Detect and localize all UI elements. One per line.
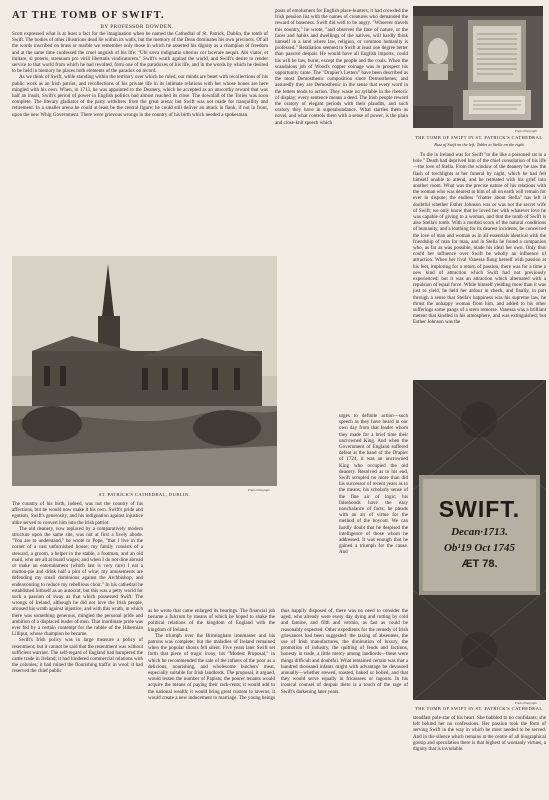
paragraph: urges to definite action—such speech as they have heard in our own day from that leader whom they made for a brief time their uncrowned King. And when the Government of England suffered defeat at the hand of the Drapier of 1724, it was an uncrowned King who occupied the old deanery. Resolved as to his end, Swift scrupled no more than did his successor of recent years as to the means; his scholarly sense of the fine air of logic; his falsehoods have the easy nonchalance of facts; he pleads with an air of virtue for the method of the boycott. We can hardly doubt that he despised the intelligence of those whom he addressed. It was enough that he gained a triumph for the cause. And bbox=[339, 413, 408, 556]
tomb-top-caption: THE TOMB OF SWIFT IN ST. PATRICK'S CATHEDRAL. bbox=[414, 135, 545, 140]
article-title: AT THE TOMB OF SWIFT. bbox=[12, 10, 165, 21]
paragraph: The triumph over the Birmingham ironmaster and his patrons was complete; but the maladies of Ireland remained when the popular shouts fell silent. Five years later Swift set forth that piece of tragic irony, his "Modest Proposal," in which he recommended the sale of the infants of the poor as a delicious, nourishing, and wholesome butchers' meat, especially suitable for Irish landlords. The proposal, it argued, would lessen the number of Papists; the poorer tenants would acquire the means of paying their rack-rents; it would add to the national wealth; it would bring great custom to taverns; it would create a new inducement to marriage. The young beings thus happily disposed of, there was no need to consider the aged, who already were every day dying and rotting by cold and famine, and filth and vermin, as fast as could be reasonably expected. Other expedients for the remedy of Irish grievances had been suggested: the taxing of absentees, the use of Irish manufactures, the diminution of luxury, the promotion of industry, the quitting of feuds and factions, honesty in trade, a little mercy among landlords—these were things difficult and doubtful. What remained certain was that a hundred thousand infants might with advantage be devoured annually—whether stewed, roasted, baked or boiled, and that they would serve equally in fricassees or ragouts. In his ironical counsel of despair there is a touch of the rage of Swift's darkening later years. bbox=[148, 608, 408, 701]
paragraph: The old deanery, now replaced by a comparatively modern structure upon the same site, was not at first a lively abode. "You are to understand," he wrote to Pope, "that I live in the corner of a vast unfurnished house; my family consists of a steward, a groom, a helper in the stable, a footman, and an old maid, who are all at board wages; and when I do not dine abroad or make an entertainment (which last is very rare) I eat a mutton-pie and drink half a pint of wine; my amusements are defending my small dominions against the Archbishop, and endeavouring to reduce my rebellious choir." In his cathedral he established himself as an autocrat; but this was a petty world for such a passion of sway as that which possessed Swift. The wrongs of Ireland, although he did not love the Irish people, aroused his wrath against injustice, and with this wrath, in which there was something generous, mingled the personal pride and ambition of a displaced leader of men. That inordinate pride was ever fed by a certain contempt for the rabble of the Hibernian Lilliput, whose champion he became. bbox=[12, 525, 143, 638]
photo-signature: Photo lithograph bbox=[515, 701, 537, 705]
right-column-middle bbox=[413, 152, 546, 377]
paragraph: Scott expressed what is at least a fact for the imagination when he named the Cathedral of St. Patrick, Dublin, the tomb of Swift. The bodies of other illustrious dead lie within its walls, but the memory of the Dean dominates his own precincts. Of all the words inscribed on brass or marble we remember only those in which he asserted his dignity as a champion of freedom and at the same time confessed the cruel anguish of his life: "Ubi sæva indignatio ulterius cor lacerare nequit. Abi viator, et imitare, si poteris, strenuum pro virili libertatis vindicatorem." Swift's wrath against the world, and Swift's desire to render service to that world from which he had revolted, form one of the paradoxes of his life, and in the words by which he desired to be held in memory he places both elements of the paradox on record. bbox=[12, 31, 268, 75]
stone-tablet-illustration bbox=[413, 380, 546, 700]
cathedral-illustration bbox=[12, 256, 277, 486]
stone-line-obit: Ob¹19 Oct 1745 bbox=[443, 542, 516, 554]
paragraph: as he wrote that came enlarged its bearings. The financial job became a fulcrum by means of which he hoped to shake the political relations of the kingdom of England with the kingdom of Ireland. bbox=[148, 608, 275, 633]
right-column-bottom bbox=[413, 715, 546, 797]
paragraph: To die in Ireland was for Swift "to die like a poisoned rat in a hole." Death had deprived him of the chief consolation of his life—the love of Stella. From the window of the deanery he saw the flash of torchlights at her funeral by night, which he had felt himself unable to attend, and he retreated with his grief into another room. What was the precise nature of his relations with the woman who was dearest to him of all on earth will remain for ever in dispute; the endless "chatter about Stella" has left it doubtful whether Esther Johnson was or was not the secret wife of Swift; we only know that he loved her with whatever love he was capable of giving to a woman, and that the tomb of Swift is also Stella's tomb. With a morbid scorn of the natural conditions of humanity, and a loathing for its dearest incidents, he conceived the love of man and woman as in all essentials identical with the friendship of man for man, and in Stella he found a companion who, as far as was possible, made his ideal her own. Only thus could her influence over Swift be wholly an influence of attraction. When her rival Vanessa flung herself with passion at his feet, imploring for a return of passion, there was for a time a new kind of attraction which Swift had not previously experienced; but it was an attraction which alternated with a repulsion of equal force. While himself yielding more than it was just to yield, he held her ardour in check, and finally, in part through a sense that Stella's happiness was his supreme law, he thrust the unhappy woman from him, and added to his other sufferings some pangs of a stern remorse. Vanessa was a brilliant meteor that kindled in his atmosphere, and was extinguished; but Esther Johnson was the bbox=[413, 152, 546, 326]
stone-line-decan: Decan·1713. bbox=[451, 526, 508, 538]
tomb-photo-illustration bbox=[413, 6, 543, 128]
tomb-stone-caption: THE TOMB OF SWIFT IN ST. PATRICK'S CATHEDRAL. bbox=[414, 706, 545, 711]
photo-signature: Photo lithograph bbox=[515, 129, 537, 133]
paragraph: Swift's Irish policy was in large measure a policy of resentment; but it cannot be said that the resentment was without sufficient warrant. The self-regard of England had hampered the cattle trade in Ireland; it had hindered commercial relations with the colonies; it had ruined the flourishing traffic in wool; it had reserved the chief public bbox=[12, 637, 143, 675]
paragraph: The country of his birth, indeed, was not the country of his affections, but he would now make it his own. Swift's pride and egotism, Swift's generosity, and his indignation against injustice alike served to convert him into the Irish patriot. bbox=[12, 501, 143, 526]
tomb-top-subcaption: Bust of Swift on the left; Tablet to Stella on the right. bbox=[434, 142, 525, 147]
left-column-top bbox=[12, 31, 268, 251]
cathedral-photo bbox=[12, 256, 277, 486]
middle-column-bottom bbox=[148, 608, 408, 798]
paragraph: As we think of Swift, while standing within the territory over which he ruled, our minds are beset with recollections of his public work as an Irish patriot, and recollections of his private life in its intimate relations with her whose bones are here mingled with his own. When, in 1713, he was appointed to the Deanery, which he accepted as an unworthy reward that was half an insult, Swift's period of power in English politics had almost reached its close. The downfall of the Tories was soon complete. The literary gladiator of the party withdrew from the great arena; but Swift was not made for tranquillity and retirement. In a smaller arena he could at least be the central figure; he could still deliver an attack in flank, if not in front, upon the new Whig Government. There were grievous wrongs in the country of his birth which needed a spokesman. bbox=[12, 74, 268, 118]
tomb-photo-top bbox=[413, 6, 543, 128]
stone-line-name: SWIFT. bbox=[438, 496, 521, 522]
article-byline: BY PROFESSOR DOWDEN. bbox=[100, 24, 174, 30]
middle-column-narrow bbox=[339, 413, 408, 606]
middle-column-top bbox=[275, 8, 408, 413]
tomb-stone-photo bbox=[413, 380, 546, 700]
photo-signature: Photo lithograph bbox=[248, 488, 270, 492]
paragraph: posts of emolument for English place-hunters; it had crowded the Irish pension list with the names of creatures who demanded the reward of baseness. Swift did well to be angry. "Whoever travels this country," he wrote, "and observes the face of nature, or the faces and habits and dwellings of the natives, will hardly think himself in a land where law, religion, or common humanity is professed." Retaliation seemed to Swift at least one degree better than passive despair. He would have all English imports, could his will be law, burnt, except the people and the coals. When the scandalous job of Wood's copper coinage was in prospect his opportunity came. The "Drapier's Letters" have been described as the most Demosthenic composition since Demosthenes; and assuredly they are Demosthenic in the sense that every word in the letters tends to action. They waste no syllable in the rhetoric of display; every sentence means a deed. The Irish people reward the oratory of elegant periods with their plaudits, and such oratory they have in superabundance. What startles them as novel, and what controls them with a sense of power, is the plain and close-knit speech which bbox=[275, 8, 408, 126]
cathedral-caption: ST. PATRICK'S CATHEDRAL, DUBLIN. bbox=[98, 492, 191, 497]
left-column-bottom bbox=[12, 501, 143, 797]
paragraph: steadfast pole-star of his heart. She babbled to no confidants; she left behind her no confessions. Her passion took the form of serving Swift in the way in which he most needed to be served. And in the silence which remains at the centre of all biographical gossip and speculation there is that highest of womanly virtues, a dignity that is inviolable. bbox=[413, 715, 546, 753]
stone-line-age: ÆT 78. bbox=[461, 558, 498, 570]
